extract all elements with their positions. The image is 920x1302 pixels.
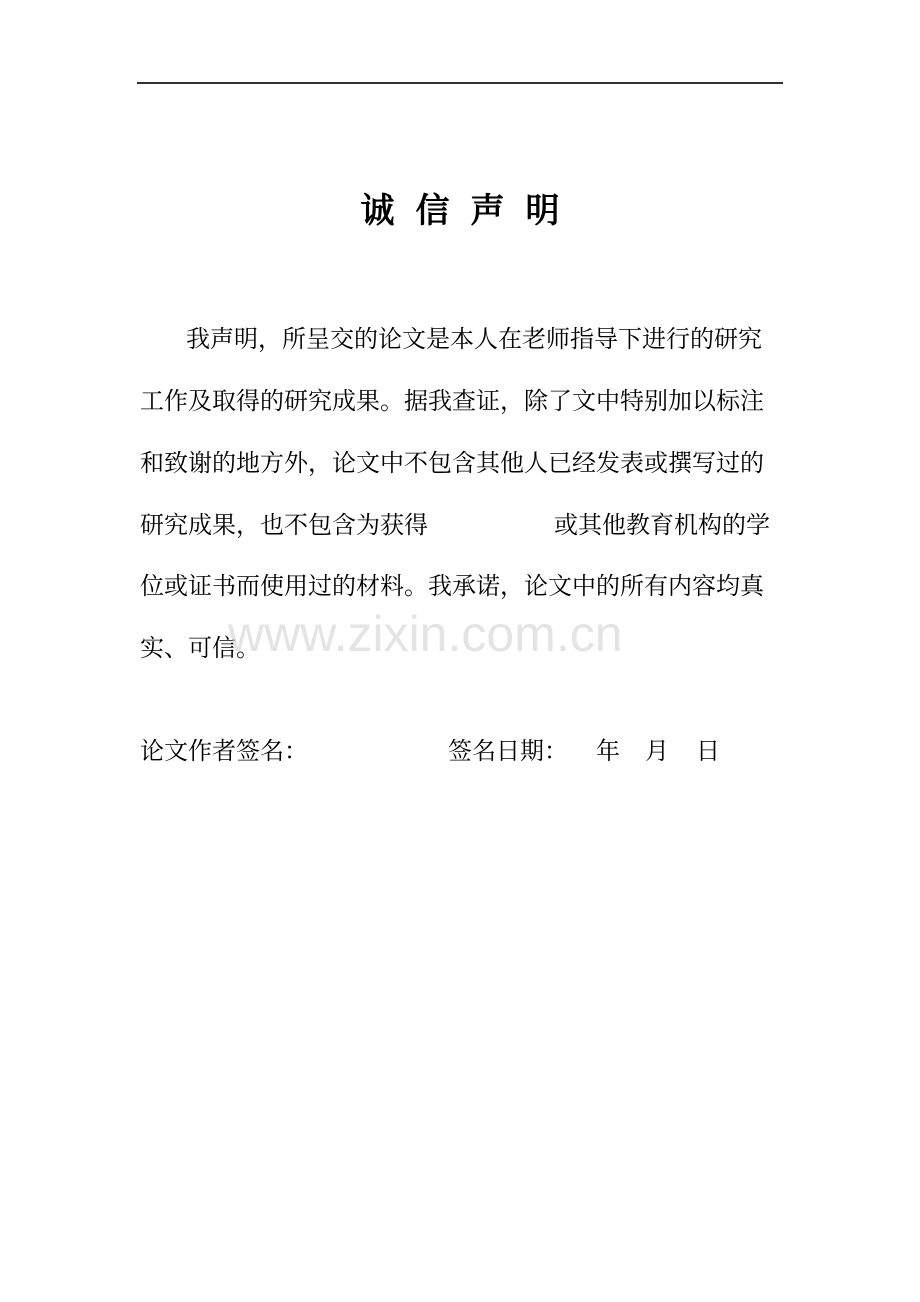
body-line-2: 工作及取得的研究成果。据我查证，除了文中特别加以标注 [140,387,764,415]
year-label: 年 [596,737,620,765]
page-title: 诚信声明 [360,191,581,231]
body-line-4-part-2: 或其他教育机构的学 [554,511,770,539]
body-line-6: 实、可信。 [140,634,260,662]
signature-date-label: 签名日期： [448,737,568,765]
body-line-5: 位或证书而使用过的材料。我承诺，论文中的所有内容均真 [140,572,764,600]
signature-row [140,731,780,771]
day-label: 日 [696,737,720,765]
body-line-4-part-1: 研究成果，也不包含为获得 [140,511,428,539]
body-line-1-text: 我声明，所呈交的论文是本人在老师指导下进行的研究 [186,325,762,353]
author-signature-label: 论文作者签名： [140,737,308,765]
body-line-1 [140,319,780,359]
month-label: 月 [645,737,669,765]
watermark: www.zixin.com.cn [228,606,623,662]
body-line-3: 和致谢的地方外，论文中不包含其他人已经发表或撰写过的 [140,449,764,477]
header-rule [137,82,783,84]
